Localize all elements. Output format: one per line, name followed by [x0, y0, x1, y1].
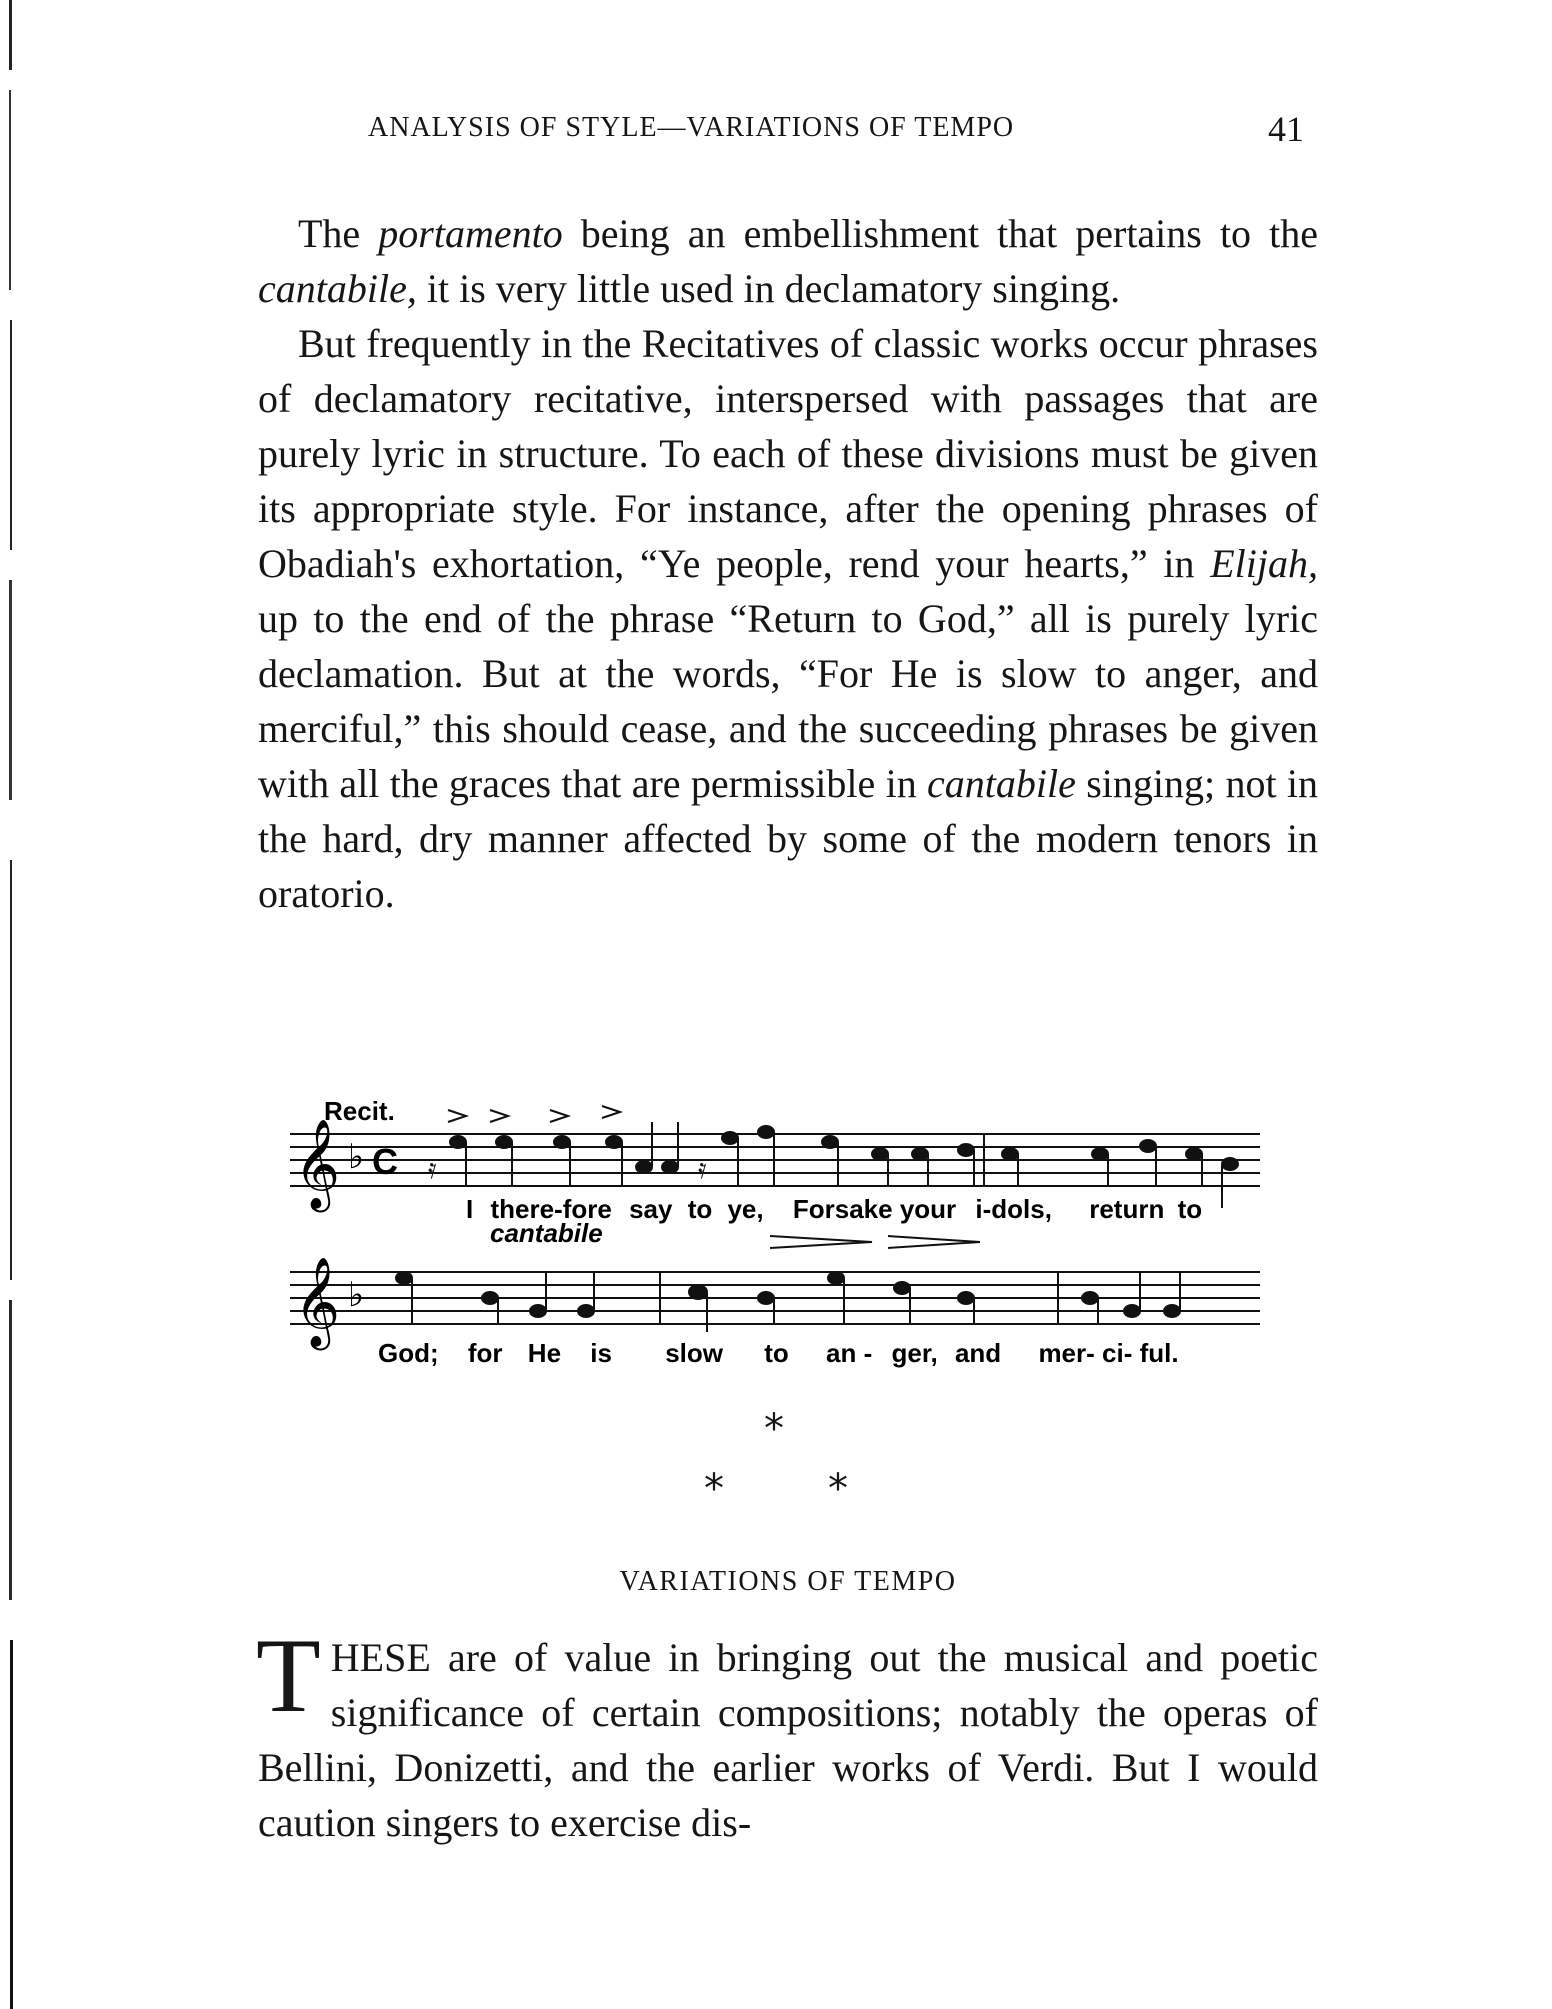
svg-text:𝄿: 𝄿	[428, 1152, 437, 1185]
lyric-syllable: for	[467, 1338, 503, 1368]
text-run: HESE are of value in bringing out the musical and poetic significance of certain compositions; notably the operas of Bellini, Donizetti, and the earlier works of Verdi. But I would caution singers to exercise dis-	[258, 1635, 1318, 1845]
lyrics-line-2	[378, 1338, 1179, 1368]
text-run: it is very little used in declamatory singing.	[416, 266, 1121, 311]
asterisk: *	[704, 1466, 724, 1512]
treble-clef-icon: 𝄞	[294, 1257, 341, 1347]
lyric-syllable: to	[687, 1194, 713, 1224]
italic-title: Elijah,	[1210, 541, 1318, 586]
asterisk: *	[764, 1406, 784, 1452]
lyric-syllable: He	[527, 1338, 562, 1368]
italic-term: portamento	[378, 211, 563, 256]
text-run: up to the end of the phrase “Return to God,” all is purely lyric declamation. But at the words, “For He is slow to anger, and merciful,” this should cease, and the succeeding phrases be given with all the graces that are permissible in	[258, 596, 1318, 806]
flat-icon: ♭	[348, 1137, 365, 1177]
lyric-syllable: ful.	[1139, 1338, 1179, 1368]
lyric-syllable: there-fore	[490, 1194, 612, 1224]
paragraph-recitatives	[258, 316, 1318, 921]
accent-marks	[448, 1106, 620, 1122]
hairpins	[770, 1236, 980, 1248]
text-run: being an embellishment that pertains to the	[562, 211, 1319, 256]
body-text-upper	[258, 206, 1318, 921]
asterism-divider	[0, 1406, 1552, 1516]
running-title: ANALYSIS OF STYLE—VARIATIONS OF TEMPO	[368, 112, 1015, 143]
asterisk: *	[828, 1466, 848, 1512]
tempo-marking: Recit.	[324, 1096, 395, 1126]
lyric-syllable: ger,	[891, 1338, 938, 1368]
treble-clef-icon: 𝄞	[294, 1119, 341, 1209]
text-run: The	[298, 211, 379, 256]
lyric-syllable: return	[1089, 1194, 1165, 1224]
paragraph-tempo	[256, 1617, 1318, 1850]
expression-marking: cantabile	[490, 1218, 603, 1248]
lyric-syllable: an -	[826, 1338, 873, 1368]
italic-term: cantabile	[927, 761, 1076, 806]
lyric-syllable: I	[466, 1194, 474, 1224]
italic-term: cantabile,	[258, 266, 417, 311]
lyric-syllable: to	[764, 1338, 789, 1368]
svg-text:𝄿: 𝄿	[698, 1152, 707, 1185]
lyric-syllable: God;	[378, 1338, 439, 1368]
flat-icon: ♭	[348, 1275, 365, 1315]
section-heading: VARIATIONS OF TEMPO	[619, 1566, 957, 1597]
lyric-syllable: mer- ci-	[1038, 1338, 1133, 1368]
lyric-syllable: ye,	[727, 1194, 764, 1224]
page-number: 41	[1268, 109, 1304, 149]
lyric-syllable: Forsake	[792, 1194, 893, 1224]
lyric-syllable: slow	[665, 1338, 723, 1368]
text-run: But frequently in the Recitatives of classic works occur phrases of declamatory recitative, interspersed with passages that are purely lyric in structure. To each of these divisions must be given its appropriate style. For instance, after the opening phrases of Obadiah's exhortation, “Ye people, rend your hearts,” in	[258, 321, 1318, 586]
lyric-syllable: your	[899, 1194, 957, 1224]
page-edge-shadow	[8, 0, 14, 2009]
common-time-icon: C	[372, 1141, 398, 1182]
lyric-syllable: to	[1177, 1194, 1203, 1224]
paragraph-portamento	[258, 206, 1318, 316]
lyric-syllable: say	[629, 1194, 673, 1224]
drop-cap: T	[256, 1617, 321, 1734]
music-example	[290, 1092, 1270, 1372]
body-text-lower	[256, 1617, 1318, 1850]
lyric-syllable: is	[590, 1338, 612, 1368]
text-run: singing; not in the hard, dry manner affected by some of the modern tenors in oratorio.	[258, 761, 1318, 916]
lyric-syllable: and	[954, 1338, 1002, 1368]
lyric-syllable: i-dols,	[975, 1194, 1052, 1224]
